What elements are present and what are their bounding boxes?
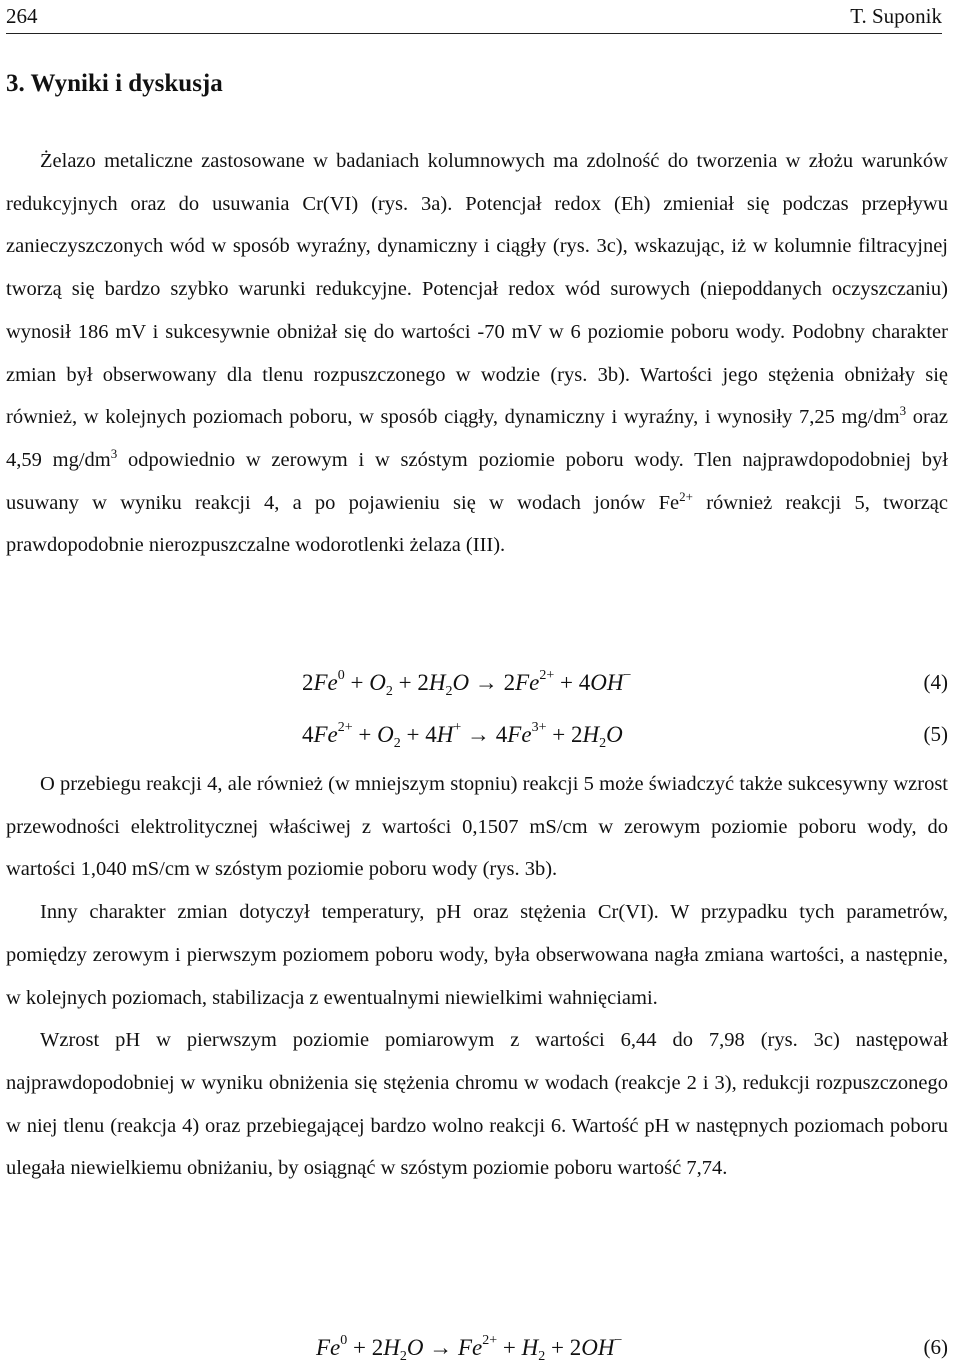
paragraph-3: Inny charakter zmian dotyczył temperatury, pH oraz stężenia Cr(VI). W przypadku tych parametrów, pomiędzy zerowym i pierwszym poziomem poboru wody, była obserwowana nagła zmiana wartości, a następnie, w kolejnych poziomach, stabilizacja z ewentualnymi niewielkimi wahnięciami. <box>6 901 948 1009</box>
equation-4 <box>6 670 948 704</box>
p1-text-4: również reakcji 5, tworząc prawdopodobnie nierozpuszczalne wodorotlenki żelaza (III). <box>6 491 948 557</box>
p1-sup-3: 2+ <box>679 488 693 504</box>
section-title: 3. Wyniki i dyskusja <box>6 70 223 97</box>
equation-4-formula: $2Fe^0 + O_2 + 2H_2O \to 2Fe^{2+} + 4OH^-$ <box>302 668 632 699</box>
p1-text-1: Żelazo metaliczne zastosowane w badaniach kolumnowych ma zdolność do tworzenia w złożu warunków redukcyjnych oraz do usuwania Cr(VI) (rys. 3a). Potencjał redox (Eh) zmieniał się podczas przepływu zanieczyszczonych wód w sposób wyraźny, dynamiczny i ciągły (rys. 3c), wskazując, iż w kolumnie filtracyjnej tworzą się bardzo szybko warunki redukcyjne. Potencjał redox wód surowych (niepoddanych oczyszczaniu) wynosił 186 mV i sukcesywnie obniżał się do wartości -70 mV w 6 poziomie poboru wody. Podobny charakter zmian był obserwowany dla tlenu rozpuszczonego w wodzie (rys. 3b). Wartości jego stężenia obniżały się również, w kolejnych poziomach poboru, w sposób ciągły, dynamiczny i wyraźny, i wynosiły 7,25 mg/dm <box>6 150 948 429</box>
p1-text-2: oraz 4,59 mg/dm <box>6 406 948 471</box>
equation-5-number: (5) <box>923 722 948 746</box>
p1-text-3: odpowiednio w zerowym i w szóstym poziomie poboru wody. Tlen najprawdopodobniej był usuwany w wyniku reakcji 4, a po pojawieniu się w wodach jonów Fe <box>6 448 949 514</box>
page-number: 264 <box>6 4 38 28</box>
equation-5 <box>6 722 948 756</box>
p1-sup-2: 3 <box>110 446 118 462</box>
running-author: T. Suponik <box>850 4 942 28</box>
equation-6-formula: $Fe^0 + 2H_2O \to Fe^{2+} + H_2 + 2OH^-$ <box>316 1333 623 1364</box>
article-body-continued <box>6 763 948 1190</box>
paragraph-4: Wzrost pH w pierwszym poziomie pomiarowym z wartości 6,44 do 7,98 (rys. 3c) następował najprawdopodobniej w wyniku obniżenia się stężenia chromu w wodach (reakcje 2 i 3), redukcji rozpuszczonego w niej tlenu (reakcja 4) oraz przebiegającej bardzo wolno reakcji 6. Wartość pH w następnych poziomach poboru ulegała niewielkiemu obniżaniu, by osiągnąć w szóstym poziomie poboru wartość 7,74. <box>6 1029 948 1180</box>
article-body <box>6 140 948 567</box>
p1-sup-1: 3 <box>899 403 907 419</box>
equation-6-number: (6) <box>923 1335 948 1359</box>
paragraph-1 <box>6 140 948 567</box>
equation-6 <box>6 1335 948 1369</box>
page-header <box>6 0 942 34</box>
paragraph-2: O przebiegu reakcji 4, ale również (w mniejszym stopniu) reakcji 5 może świadczyć także sukcesywny wzrost przewodności elektrolitycznej właściwej z wartości 0,1507 mS/cm w zerowym poziomie poboru wody, do wartości 1,040 mS/cm w szóstym poziomie poboru wody (rys. 3b). <box>6 773 948 881</box>
equation-4-number: (4) <box>923 670 948 694</box>
equation-5-formula: $4Fe^{2+} + O_2 + 4H^+ \to 4Fe^{3+} + 2H_2O$ <box>302 720 623 751</box>
